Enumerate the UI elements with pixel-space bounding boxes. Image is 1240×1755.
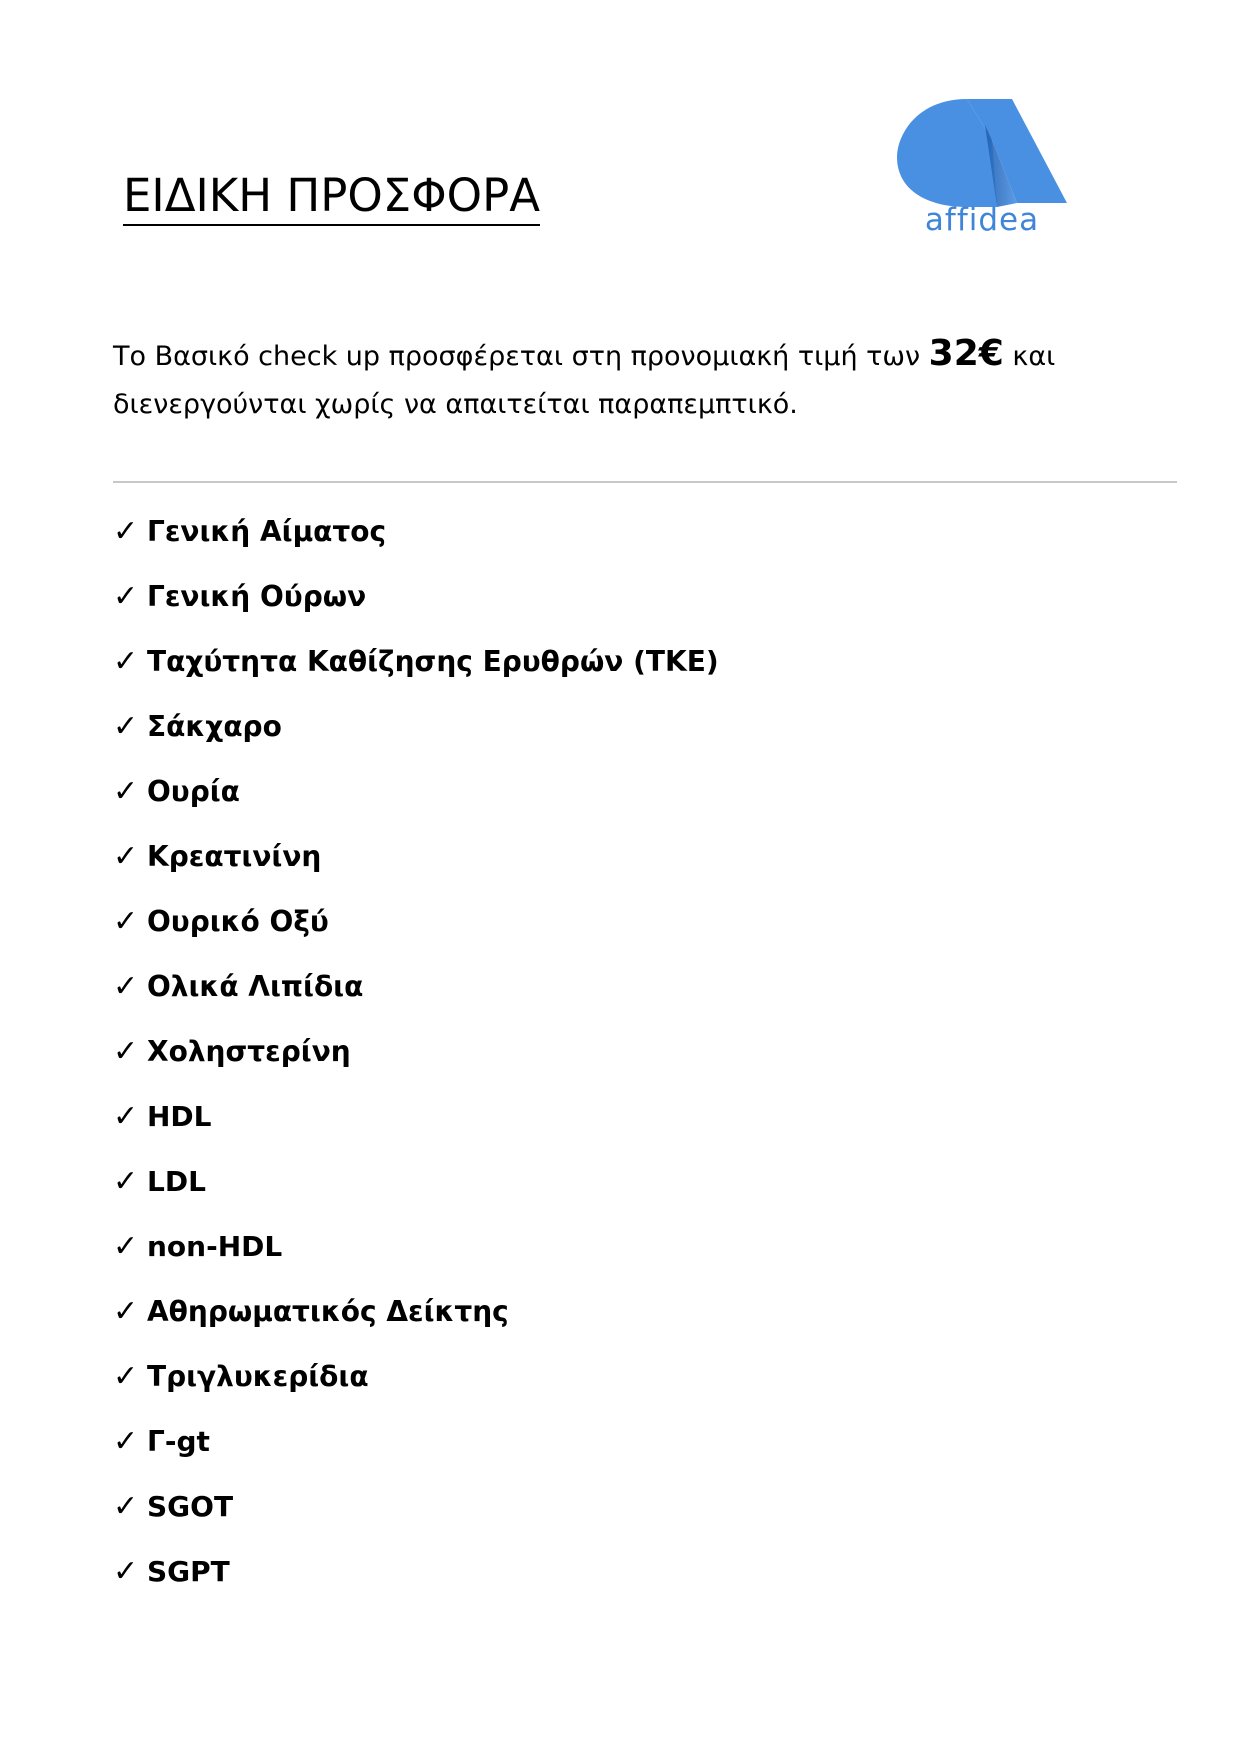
test-name: Ολικά Λιπίδια (147, 970, 364, 1003)
check-icon: ✓ (113, 514, 139, 549)
list-item (113, 572, 719, 637)
test-name: non-HDL (147, 1230, 283, 1263)
list-item (113, 1027, 719, 1092)
intro-text-before: Το Βασικό check up προσφέρεται στη προνομιακή τιμή των (113, 341, 929, 372)
check-icon: ✓ (113, 1099, 139, 1134)
check-icon: ✓ (113, 969, 139, 1004)
check-icon: ✓ (113, 1359, 139, 1394)
check-icon: ✓ (113, 1424, 139, 1459)
list-item (113, 1482, 719, 1547)
list-item (113, 507, 719, 572)
test-name: Κρεατινίνη (147, 840, 322, 873)
price: 32€ (928, 333, 1004, 374)
test-name: LDL (147, 1165, 206, 1198)
list-item (113, 767, 719, 832)
list-item (113, 1157, 719, 1222)
list-item (113, 962, 719, 1027)
page-title: ΕΙΔΙΚΗ ΠΡΟΣΦΟΡΑ (123, 168, 540, 226)
test-name: Γενική Αίματος (147, 515, 387, 548)
check-icon: ✓ (113, 904, 139, 939)
check-icon: ✓ (113, 579, 139, 614)
check-icon: ✓ (113, 1229, 139, 1264)
check-icon: ✓ (113, 1034, 139, 1069)
intro-text-after: και διενεργούνται χωρίς να απαιτείται παραπεμπτικό. (113, 341, 1056, 420)
check-icon: ✓ (113, 1164, 139, 1199)
test-name: Γ-gt (147, 1425, 210, 1458)
test-name: Σάκχαρο (147, 710, 282, 743)
test-name: Ουρικό Οξύ (147, 905, 329, 938)
list-item (113, 1222, 719, 1287)
list-item (113, 637, 719, 702)
list-item (113, 1092, 719, 1157)
check-icon: ✓ (113, 1294, 139, 1329)
check-icon: ✓ (113, 839, 139, 874)
test-name: SGOT (147, 1490, 234, 1523)
check-icon: ✓ (113, 1489, 139, 1524)
check-icon: ✓ (113, 1554, 139, 1589)
test-name: SGPT (147, 1555, 230, 1588)
check-icon: ✓ (113, 644, 139, 679)
list-item (113, 1352, 719, 1417)
test-name: Αθηρωματικός Δείκτης (147, 1295, 509, 1328)
list-item (113, 1417, 719, 1482)
test-name: Ταχύτητα Καθίζησης Ερυθρών (ΤΚΕ) (147, 645, 719, 678)
list-item (113, 897, 719, 962)
check-icon: ✓ (113, 774, 139, 809)
test-name: Γενική Ούρων (147, 580, 367, 613)
check-icon: ✓ (113, 709, 139, 744)
divider (113, 481, 1177, 483)
list-item (113, 1547, 719, 1612)
list-item (113, 832, 719, 897)
test-name: Χοληστερίνη (147, 1035, 351, 1068)
logo-wordmark: affidea (924, 202, 1040, 238)
test-name: Τριγλυκερίδια (147, 1360, 369, 1393)
test-name: Ουρία (147, 775, 240, 808)
test-list (113, 507, 719, 1612)
intro-paragraph (113, 330, 1143, 429)
list-item (113, 1287, 719, 1352)
test-name: HDL (147, 1100, 212, 1133)
list-item (113, 702, 719, 767)
